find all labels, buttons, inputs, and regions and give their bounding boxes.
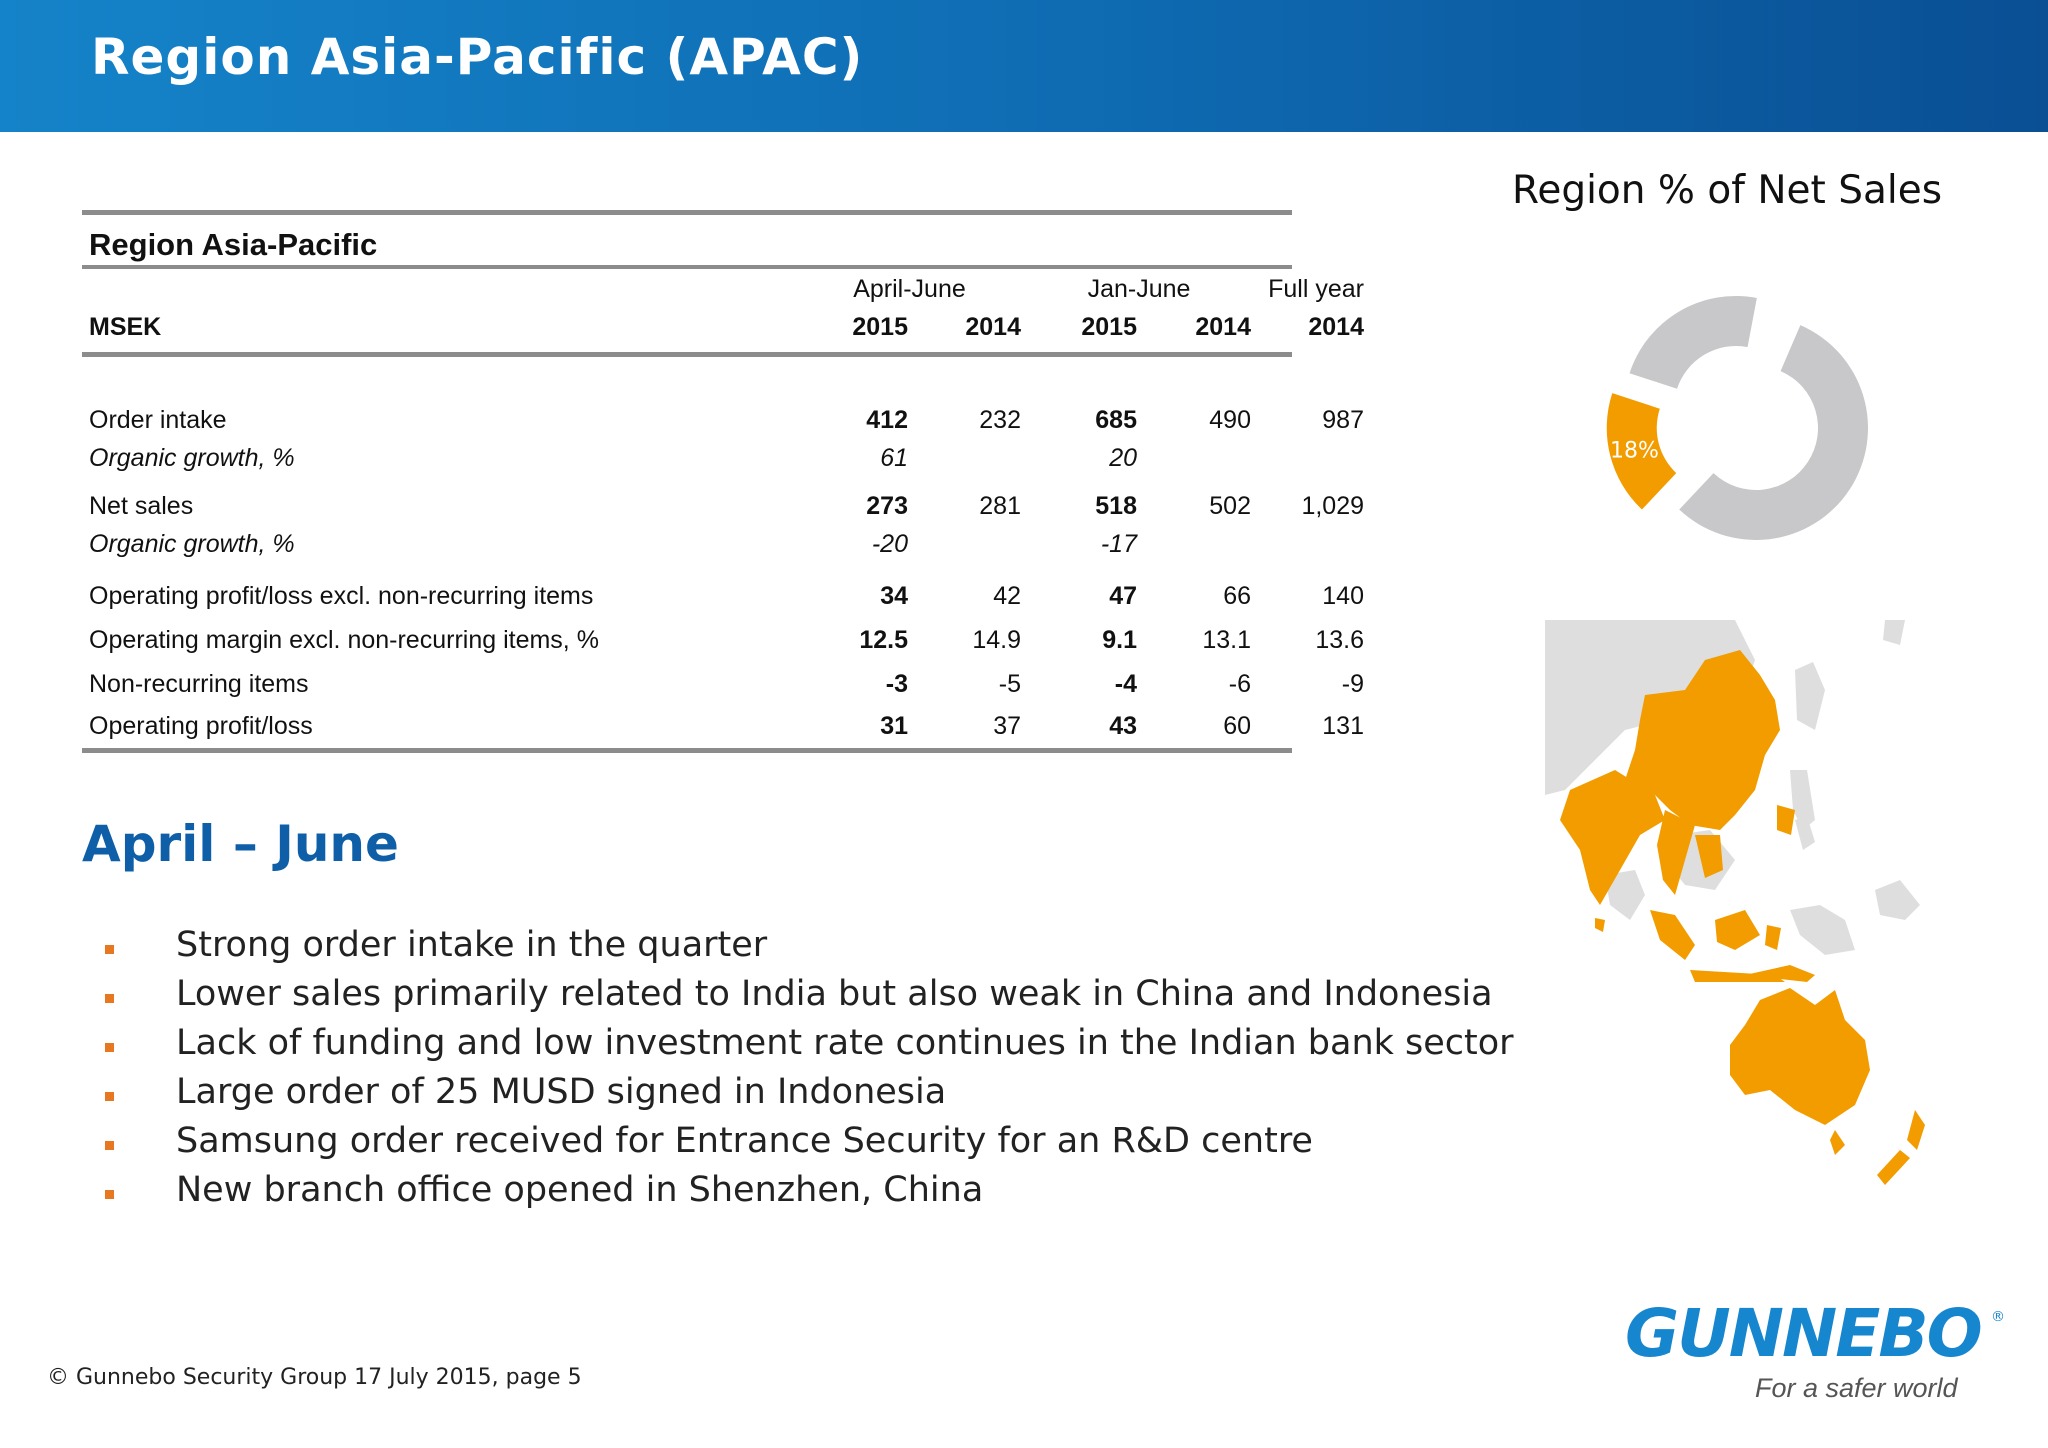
bullet-square-icon: [105, 945, 114, 954]
table-row: [82, 486, 1364, 524]
bullet-text: Samsung order received for Entrance Security for an R&D centre: [176, 1121, 1313, 1161]
table-row: [82, 620, 1364, 664]
row-label: Net sales: [89, 492, 194, 520]
table-cell: 61: [880, 444, 908, 472]
table-title-row: [82, 215, 1292, 265]
bullet-square-icon: [105, 994, 114, 1003]
table-row: [82, 706, 1364, 746]
bullet-text: New branch office opened in Shenzhen, China: [176, 1170, 984, 1210]
table-cell: 1,029: [1301, 492, 1364, 520]
pie-slice-other-regions: [1630, 296, 1757, 389]
section-title: April – June: [82, 815, 399, 873]
year-header: 2014: [965, 313, 1021, 341]
table-body: [82, 400, 1364, 746]
year-header: 2015: [852, 313, 908, 341]
unit-label: MSEK: [89, 313, 162, 341]
table-cell: 43: [1109, 712, 1137, 740]
row-label: Operating margin excl. non-recurring items, %: [89, 626, 599, 654]
asia-pacific-map: [1545, 620, 1925, 1190]
table-row: [82, 400, 1364, 438]
table-cell: 685: [1095, 406, 1137, 434]
table-cell: 13.1: [1202, 626, 1251, 654]
table-cell: 60: [1223, 712, 1251, 740]
bullet-item: [100, 1170, 1514, 1219]
table-cell: 281: [979, 492, 1021, 520]
year-header-row: [82, 307, 1364, 352]
table-cell: -6: [1228, 670, 1251, 698]
logo-tagline: For a safer world: [1755, 1373, 1958, 1403]
bullet-text: Lack of funding and low investment rate continues in the Indian bank sector: [176, 1023, 1514, 1063]
table-cell: 490: [1209, 406, 1251, 434]
table-row: [82, 664, 1364, 706]
table-row: [82, 524, 1292, 576]
group-april-june: April-June: [853, 275, 966, 303]
bullet-text: Lower sales primarily related to India but also weak in China and Indonesia: [176, 974, 1493, 1014]
table-cell: 37: [993, 712, 1021, 740]
gunnebo-logo: [1625, 1295, 2015, 1410]
pie-slice-other-regions: [1679, 325, 1868, 540]
bullet-square-icon: [105, 1141, 114, 1150]
row-label: Non-recurring items: [89, 670, 309, 698]
table-cell: 66: [1223, 582, 1251, 610]
table-cell: 20: [1109, 444, 1137, 472]
table-cell: 131: [1322, 712, 1364, 740]
title-bar: [0, 0, 2048, 132]
table-cell: -20: [871, 530, 908, 558]
net-sales-donut-chart: [1582, 272, 1902, 572]
row-label: Operating profit/loss: [89, 712, 313, 740]
table-cell: 987: [1322, 406, 1364, 434]
group-full-year: Full year: [1268, 275, 1364, 303]
row-label: Organic growth, %: [89, 444, 295, 472]
bullet-item: [100, 1023, 1514, 1072]
year-header: 2014: [1308, 313, 1364, 341]
row-label: Operating profit/loss excl. non-recurring items: [89, 582, 594, 610]
bullet-list: [100, 925, 1514, 1219]
table-cell: 31: [880, 712, 908, 740]
table-cell: 9.1: [1102, 626, 1137, 654]
bullet-text: Strong order intake in the quarter: [176, 925, 768, 965]
table-cell: -3: [885, 670, 908, 698]
row-label: Organic growth, %: [89, 530, 295, 558]
table-cell: 47: [1109, 582, 1137, 610]
year-header: 2015: [1081, 313, 1137, 341]
table-row: [82, 576, 1364, 620]
table-cell: 412: [866, 406, 908, 434]
row-label: Order intake: [89, 406, 227, 434]
financial-table: [82, 210, 1364, 753]
table-cell: -9: [1341, 670, 1364, 698]
table-cell: 34: [880, 582, 908, 610]
table-cell: -5: [998, 670, 1021, 698]
table-cell: 502: [1209, 492, 1251, 520]
footer-text: © Gunnebo Security Group 17 July 2015, page 5: [47, 1365, 582, 1390]
table-cell: -4: [1114, 670, 1137, 698]
bullet-item: [100, 974, 1514, 1023]
group-header-row: [82, 269, 1364, 307]
bullet-square-icon: [105, 1043, 114, 1052]
bullet-square-icon: [105, 1092, 114, 1101]
logo-wordmark: GUNNEBO: [1625, 1295, 1981, 1372]
bullet-text: Large order of 25 MUSD signed in Indonesia: [176, 1072, 947, 1112]
page-title: Region Asia-Pacific (APAC): [91, 28, 864, 86]
pie-slice-label: 18%: [1609, 438, 1659, 464]
table-bottom-rule: [82, 748, 1292, 753]
table-spacer: [82, 357, 1292, 400]
table-cell: 13.6: [1315, 626, 1364, 654]
bullet-item: [100, 925, 1514, 974]
chart-title: Region % of Net Sales: [1512, 168, 1943, 213]
logo-registered-mark: ®: [1991, 1309, 2005, 1325]
year-header: 2014: [1195, 313, 1251, 341]
table-cell: 518: [1095, 492, 1137, 520]
table-cell: 14.9: [972, 626, 1021, 654]
table-cell: 12.5: [859, 626, 908, 654]
bullet-square-icon: [105, 1190, 114, 1199]
table-cell: -17: [1100, 530, 1137, 558]
bullet-item: [100, 1072, 1514, 1121]
bullet-item: [100, 1121, 1514, 1170]
table-cell: 273: [866, 492, 908, 520]
table-title: Region Asia-Pacific: [89, 227, 378, 262]
group-jan-june: Jan-June: [1087, 275, 1191, 303]
table-cell: 140: [1322, 582, 1364, 610]
table-cell: 42: [993, 582, 1021, 610]
table-cell: 232: [979, 406, 1021, 434]
table-row: [82, 438, 1292, 486]
